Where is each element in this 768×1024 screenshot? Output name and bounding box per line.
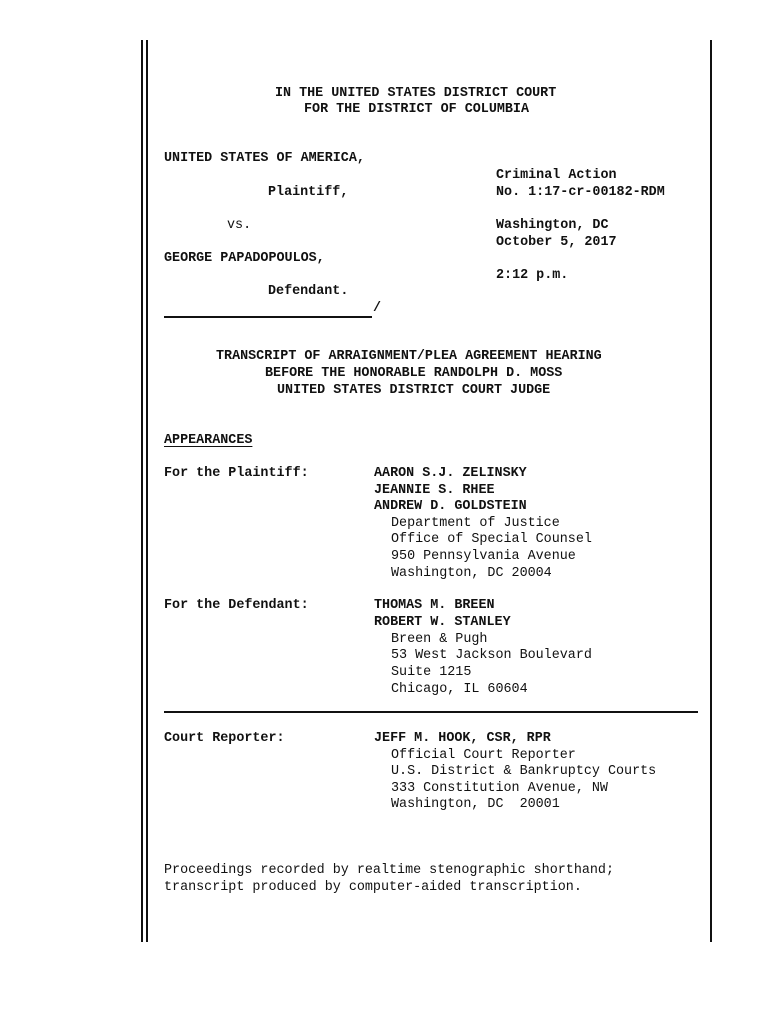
plaintiff-attorney: ANDREW D. GOLDSTEIN [374,499,527,514]
proceedings-note-line-2: transcript produced by computer-aided transcription. [164,880,582,895]
defendant-address-line: Breen & Pugh [391,632,488,647]
reporter-address-line: Washington, DC 20001 [391,797,560,812]
defendant-role: Defendant. [268,284,349,299]
plaintiff-attorney: AARON S.J. ZELINSKY [374,466,527,481]
plaintiff-name: UNITED STATES OF AMERICA, [164,151,365,166]
transcript-title-line-3: UNITED STATES DISTRICT COURT JUDGE [277,383,551,398]
defendant-attorney: ROBERT W. STANLEY [374,615,511,630]
caption-slash: / [373,301,382,316]
defendant-attorney: THOMAS M. BREEN [374,598,495,613]
hearing-date: October 5, 2017 [496,235,617,250]
court-name-line-2: FOR THE DISTRICT OF COLUMBIA [304,102,529,117]
defendant-address-line: Suite 1215 [391,665,472,680]
plaintiff-address-line: 950 Pennsylvania Avenue [391,549,576,564]
transcript-title-line-1: TRANSCRIPT OF ARRAIGNMENT/PLEA AGREEMENT HEARING [216,349,602,364]
proceedings-note-line-1: Proceedings recorded by realtime stenographic shorthand; [164,863,614,878]
defendant-counsel-label: For the Defendant: [164,598,309,613]
defendant-address-line: Chicago, IL 60604 [391,682,528,697]
appearances-heading: APPEARANCES [164,433,253,448]
plaintiff-address-line: Office of Special Counsel [391,532,592,547]
action-label: Criminal Action [496,168,617,183]
plaintiff-address-line: Department of Justice [391,516,560,531]
left-margin-line-inner [146,40,148,942]
plaintiff-address-line: Washington, DC 20004 [391,566,552,581]
transcript-title-line-2: BEFORE THE HONORABLE RANDOLPH D. MOSS [265,366,563,381]
plaintiff-attorney: JEANNIE S. RHEE [374,483,495,498]
reporter-name: JEFF M. HOOK, CSR, RPR [374,731,551,746]
hearing-place: Washington, DC [496,218,609,233]
hearing-time: 2:12 p.m. [496,268,569,283]
reporter-address-line: Official Court Reporter [391,748,576,763]
right-margin-line [710,40,712,942]
reporter-address-line: 333 Constitution Avenue, NW [391,781,608,796]
defendant-address-line: 53 West Jackson Boulevard [391,648,592,663]
court-name-line-1: IN THE UNITED STATES DISTRICT COURT [275,86,557,101]
defendant-name: GEORGE PAPADOPOULOS, [164,251,325,266]
left-margin-line-outer [141,40,143,942]
reporter-label: Court Reporter: [164,731,285,746]
caption-underline [164,316,372,318]
reporter-address-line: U.S. District & Bankruptcy Courts [391,764,657,779]
plaintiff-counsel-label: For the Plaintiff: [164,466,309,481]
case-number: No. 1:17-cr-00182-RDM [496,185,665,200]
section-divider [164,711,698,713]
plaintiff-role: Plaintiff, [268,185,349,200]
versus: vs. [227,218,252,233]
